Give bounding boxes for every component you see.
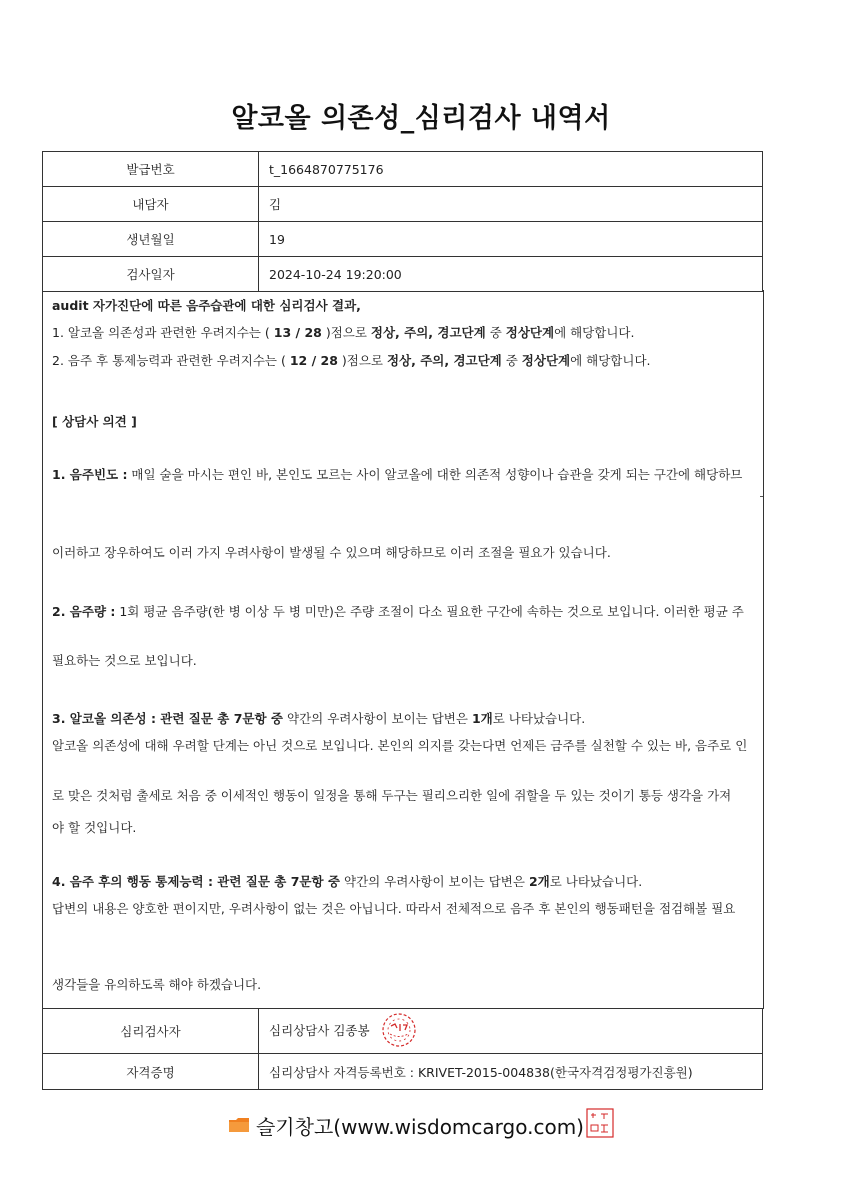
birthdate-label: 생년월일	[43, 222, 259, 257]
cert-value: 심리상담사 자격등록번호 : KRIVET-2015-004838(한국자격검정평가진흥원)	[259, 1054, 763, 1090]
client-label: 내담자	[43, 187, 259, 222]
opinion-dependency-end: 야 할 것입니다.	[52, 820, 137, 835]
issue-number-value: t_1664870775176	[259, 152, 763, 187]
opinion-dependency: 3. 알코올 의존성 : 관련 질문 총 7문항 중 약간의 우려사항이 보이는 답변은 1개로 나타났습니다.	[52, 711, 586, 726]
table-row	[43, 187, 763, 222]
table-row	[43, 1054, 763, 1090]
table-row	[43, 1009, 763, 1054]
edge-mark	[760, 496, 763, 497]
opinion-frequency: 1. 음주빈도 : 매일 술을 마시는 편인 바, 본인도 모르는 사이 알코올에 대한 의존적 성향이나 습관을 갖게 되는 구간에 해당하므	[52, 467, 743, 482]
result-line-2: 2. 음주 후 통제능력과 관련한 우려지수는 ( 12 / 28 )점으로 정상, 주의, 경고단계 중 정상단계에 해당합니다.	[52, 353, 651, 368]
opinion-dependency-cut-1: 알코올 의존성에 대해 우려할 단계는 아닌 것으로 보입니다. 본인의 의지를 갖는다면 언제든 금주를 실천할 수 있는 바, 음주로 인	[52, 738, 748, 753]
result-body	[42, 290, 764, 1009]
table-row	[43, 257, 763, 292]
result-line-1: 1. 알코올 의존성과 관련한 우려지수는 ( 13 / 28 )점으로 정상, 주의, 경고단계 중 정상단계에 해당합니다.	[52, 325, 635, 340]
cert-label: 자격증명	[43, 1054, 259, 1090]
document-title: 알코올 의존성_심리검사 내역서	[231, 103, 611, 134]
signature-table	[42, 1008, 763, 1090]
brand-seal-icon	[586, 1108, 614, 1143]
seal-stamp-icon	[378, 1013, 420, 1050]
info-table	[42, 151, 763, 292]
folder-icon	[228, 1114, 250, 1138]
opinion-control-cut: 생각들을 유의하도록 해야 하겠습니다.	[52, 977, 262, 992]
footer-brand-text[interactable]: 슬기창고(www.wisdomcargo.com)	[255, 1115, 584, 1139]
opinion-dependency-cut-2: 로 맞은 것처럼 출세로 처음 중 이세적인 행동이 일정을 통해 두구는 필리으리한 일에 쥐할을 두 있는 것이기 통등 생각을 가져	[52, 788, 732, 803]
examiner-label: 심리검사자	[43, 1009, 259, 1054]
test-date-value: 2024-10-24 19:20:00	[259, 257, 763, 292]
issue-number-label: 발급번호	[43, 152, 259, 187]
opinion-control: 4. 음주 후의 행동 통제능력 : 관련 질문 총 7문항 중 약간의 우려사항이 보이는 답변은 2개로 나타났습니다.	[52, 874, 643, 889]
test-date-label: 검사일자	[43, 257, 259, 292]
examiner-value: 심리상담사 김종봉	[269, 1022, 370, 1038]
opinion-control-text: 답변의 내용은 양호한 편이지만, 우려사항이 없는 것은 아닙니다. 따라서 전체적으로 음주 후 본인의 행동패턴을 점검해볼 필요	[52, 901, 736, 916]
opinion-quantity-cut: 필요하는 것으로 보입니다.	[52, 653, 197, 668]
table-row	[43, 222, 763, 257]
result-intro: audit 자가진단에 따른 음주습관에 대한 심리검사 결과,	[52, 298, 361, 313]
birthdate-value: 19	[259, 222, 763, 257]
opinion-quantity: 2. 음주량 : 1회 평균 음주량(한 병 이상 두 병 미만)은 주량 조절이 다소 필요한 구간에 속하는 것으로 보입니다. 이러한 평균 주	[52, 604, 744, 619]
footer	[0, 1108, 842, 1143]
table-row	[43, 152, 763, 187]
client-value: 김	[259, 187, 763, 222]
opinion-frequency-cut: 이러하고 장우하여도 이러 가지 우려사항이 발생될 수 있으며 해당하므로 이러 조절을 필요가 있습니다.	[52, 545, 611, 560]
opinion-heading: [ 상담사 의견 ]	[52, 414, 137, 429]
examiner-cell	[259, 1009, 763, 1054]
